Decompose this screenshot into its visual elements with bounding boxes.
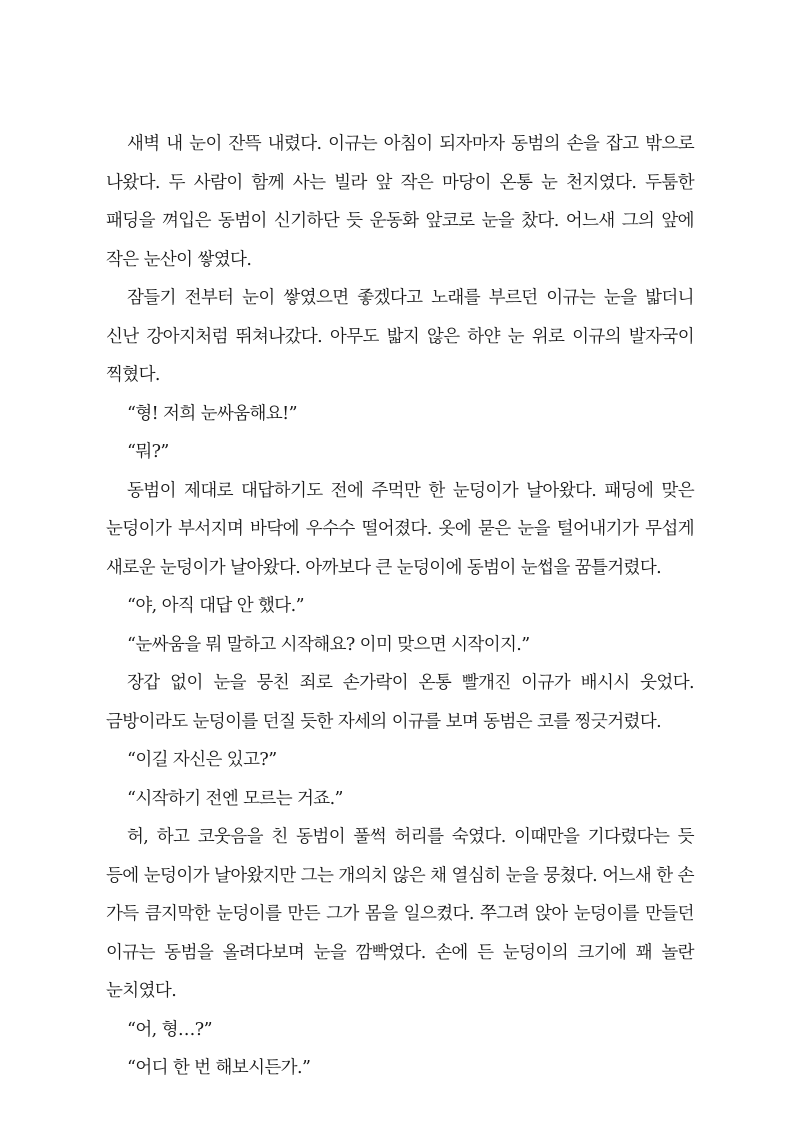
dialogue-line: “야, 아직 대답 안 했다.” — [127, 596, 304, 616]
dialogue-line: “형! 저희 눈싸움해요!” — [127, 403, 297, 424]
dialogue-line: “어, 형…?” — [127, 1019, 212, 1040]
dialogue-line: “이길 자신은 있고?” — [127, 750, 277, 770]
dialogue-line: “뭐?” — [127, 442, 169, 462]
paragraph: 장갑 없이 눈을 뭉친 죄로 손가락이 온통 빨개진 이규가 배시시 웃었다. 금방이라도 눈덩이를 던질 듯한 자세의 이규를 보며 동범은 코를 찡긋거렸다. — [106, 673, 694, 732]
paragraph: 새벽 내 눈이 잔뜩 내렸다. 이규는 아침이 되자마자 동범의 손을 잡고 밖으로 나왔다. 두 사람이 함께 사는 빌라 앞 작은 마당이 온통 눈 천지였다. 두툼한 패딩을 껴입은 동범이 신기하단 듯 운동화 앞코로 눈을 찼다. 어느새 그의 앞에 작은 눈산이 쌓였다. — [106, 134, 694, 270]
dialogue-line: “시작하기 전엔 모르는 거죠.” — [127, 788, 343, 809]
dialogue-line: “어디 한 번 해보시든가.” — [127, 1058, 311, 1078]
dialogue-line: “눈싸움을 뭐 말하고 시작해요? 이미 맞으면 시작이지.” — [127, 634, 530, 655]
paragraph: 허, 하고 코웃음을 친 동범이 풀썩 허리를 숙였다. 이때만을 기다렸다는 듯 등에 눈덩이가 날아왔지만 그는 개의치 않은 채 열심히 눈을 뭉쳤다. 어느새 한 손 가득 큼지막한 눈덩이를 만든 그가 몸을 일으켰다. 쭈그려 앉아 눈덩이를 만들던 이규는 동범을 올려다보며 눈을 깜빡였다. 손에 든 눈덩이의 크기에 꽤 놀란 눈치였다. — [106, 827, 694, 1001]
paragraph: 잠들기 전부터 눈이 쌓였으면 좋겠다고 노래를 부르던 이규는 눈을 밟더니 신난 강아지처럼 뛰쳐나갔다. 아무도 밟지 않은 하얀 눈 위로 이규의 발자국이 찍혔다. — [106, 288, 694, 385]
paragraph: 동범이 제대로 대답하기도 전에 주먹만 한 눈덩이가 날아왔다. 패딩에 맞은 눈덩이가 부서지며 바닥에 우수수 떨어졌다. 옷에 묻은 눈을 털어내기가 무섭게 새로운 눈덩이가 날아왔다. 아까보다 큰 눈덩이에 동범이 눈썹을 꿈틀거렸다. — [106, 480, 694, 578]
body-text — [106, 125, 694, 1088]
